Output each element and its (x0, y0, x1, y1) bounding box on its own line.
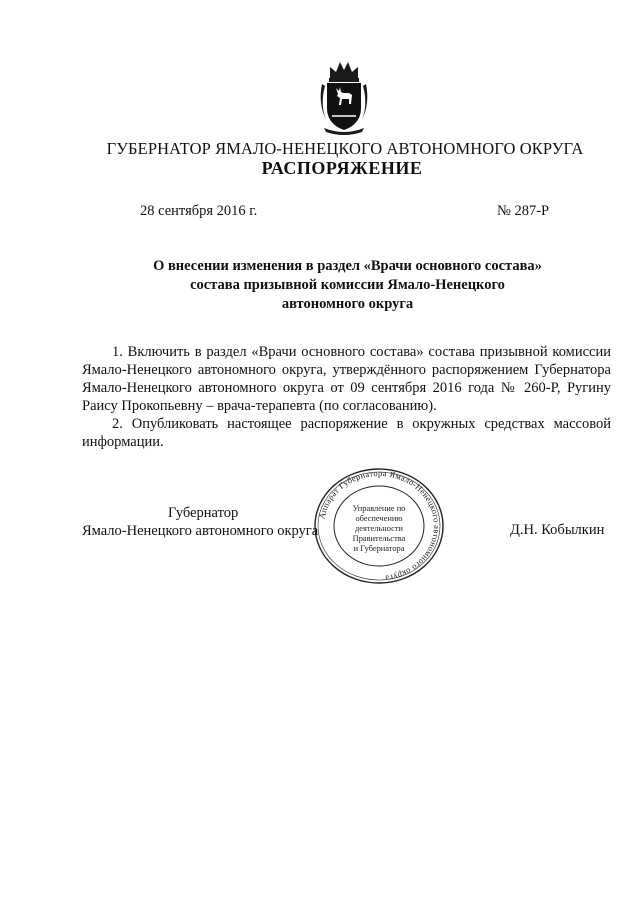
organization-title: ГУБЕРНАТОР ЯМАЛО-НЕНЕЦКОГО АВТОНОМНОГО ОКРУГА (106, 139, 584, 158)
signatory-title-line: Губернатор (168, 505, 239, 521)
document-type: РАСПОРЯЖЕНИЕ (261, 158, 423, 178)
stamp-center-line: и Губернатора (353, 544, 405, 553)
signatory-title-line: Ямало-Ненецкого автономного округа (82, 523, 319, 539)
signatory-name: Д.Н. Кобылкин (510, 522, 605, 538)
document-number: № 287-Р (497, 203, 550, 219)
stamp-ring-text: Аппарат Губернатора Ямало-Ненецкого автономного округа (316, 467, 443, 584)
stamp-center-line: деятельности (355, 524, 403, 533)
title-line: О внесении изменения в раздел «Врачи основного состава» (153, 258, 542, 274)
official-stamp (312, 467, 446, 585)
title-line: автономного округа (281, 296, 414, 312)
paragraph: 1. Включить в раздел «Врачи основного состава» состава призывной комиссии Ямало-Ненецкого автономного округа, утверждённого распоряжением Губернатора Ямало-Ненецкого автономного округа от 09 сентября 2016 года № 260-Р, Ругину Раису Прокопьевну – врача-терапевта (по согласованию). (82, 344, 611, 414)
document-body (82, 343, 611, 451)
stamp-center-line: Управление по (352, 504, 406, 513)
signatory-title (82, 504, 322, 540)
document-date: 28 сентября 2016 г. (140, 203, 258, 219)
stamp-center-line: Правительства (352, 534, 406, 543)
title-line: состава призывной комиссии Ямало-Ненецкого (190, 277, 505, 293)
paragraph: 2. Опубликовать настоящее распоряжение в окружных средствах массовой информации. (82, 416, 611, 450)
document-title (100, 257, 595, 314)
stamp-center-line: обеспечению (355, 514, 403, 523)
coat-of-arms-icon (316, 58, 372, 136)
